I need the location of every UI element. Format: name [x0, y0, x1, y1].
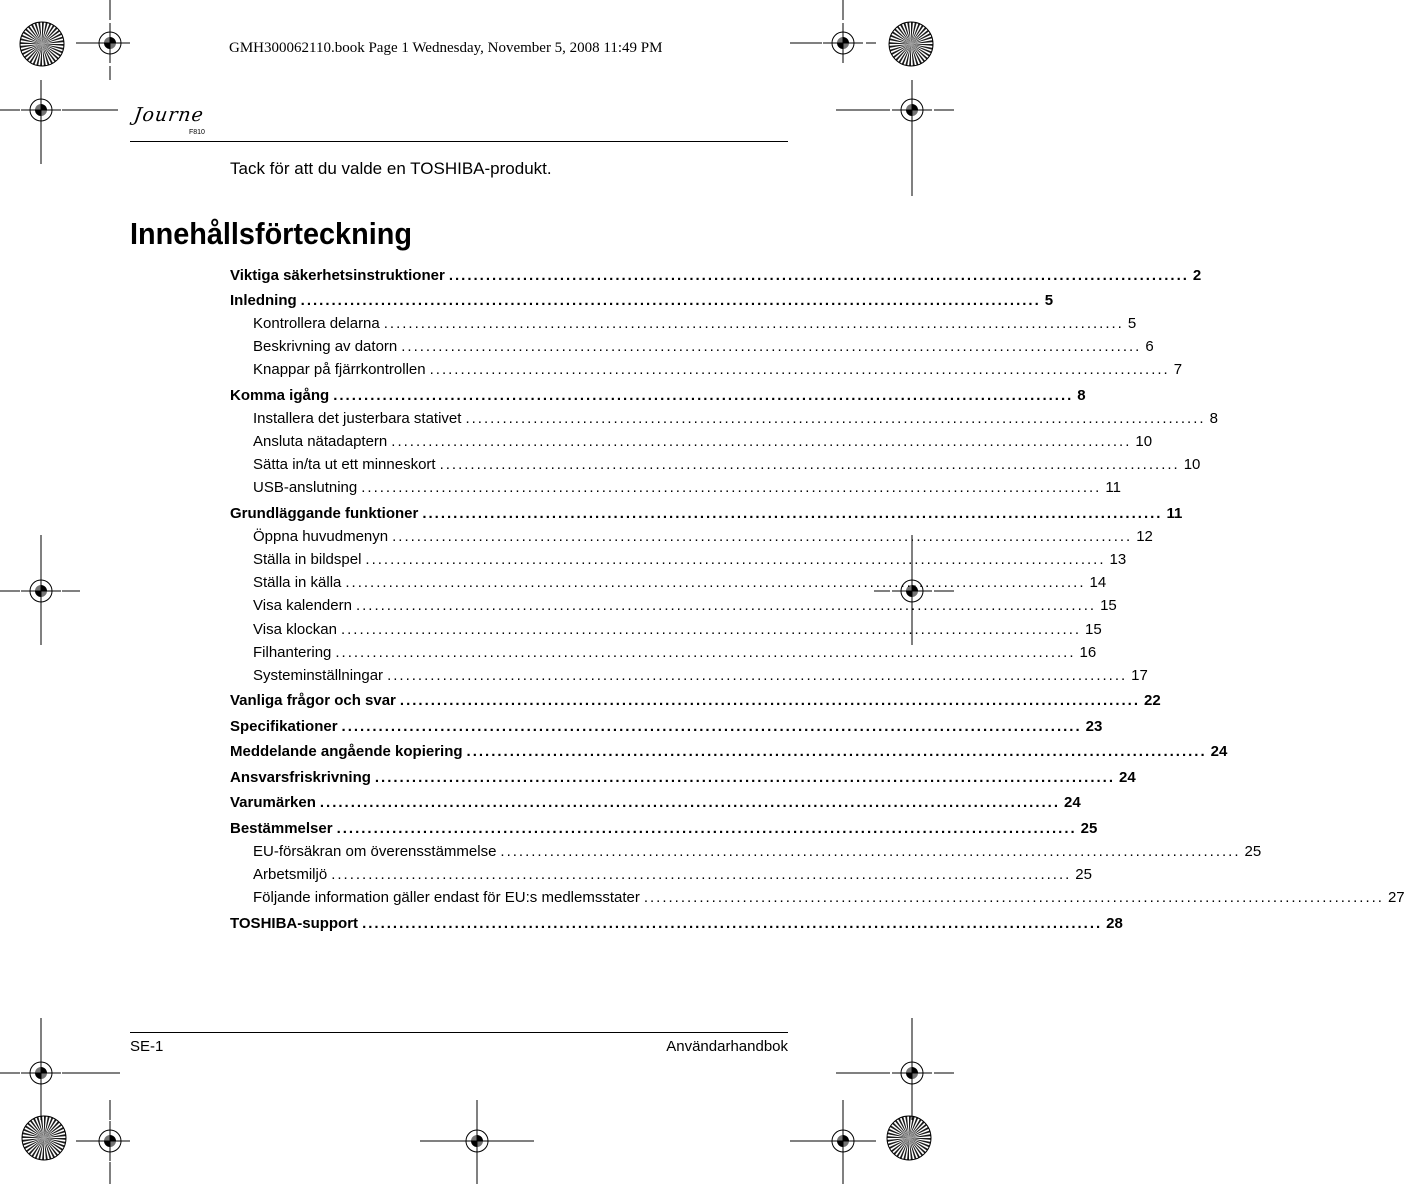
toc-entry[interactable]: [253, 360, 1183, 380]
toc-entry-label: Vanliga frågor och svar: [230, 692, 396, 709]
toc-entry-label: TOSHIBA-support: [230, 915, 359, 932]
toc-entry-label: Viktiga säkerhetsinstruktioner: [230, 267, 445, 284]
toc-entry-page: 10: [1135, 433, 1153, 450]
page-title: Innehållsförteckning: [130, 216, 412, 251]
toc-entry-page: 8: [1077, 387, 1086, 404]
toc-entry[interactable]: [230, 914, 1123, 934]
toc-entry-page: 2: [1192, 267, 1202, 284]
toc-entry[interactable]: [253, 455, 1201, 475]
toc-entry-label: Komma igång: [230, 387, 330, 404]
toc-leader-dots: ........................................................................................................................: [355, 597, 1097, 614]
toc-entry[interactable]: [230, 504, 1183, 524]
toc-entry[interactable]: [253, 550, 1127, 570]
toc-entry[interactable]: [230, 717, 1103, 737]
footer-doc-name: Användarhandbok: [666, 1038, 788, 1055]
toc-leader-dots: ........................................................................................................................: [340, 621, 1082, 638]
toc-entry-label: Inledning: [230, 292, 297, 309]
toc-entry-page: 13: [1109, 551, 1127, 568]
toc-leader-dots: ........................................................................................................................: [422, 505, 1163, 522]
toc-entry[interactable]: [253, 527, 1153, 547]
toc-entry-label: Specifikationer: [230, 718, 338, 735]
toc-leader-dots: ........................................................................................................................: [361, 479, 1102, 496]
toc-leader-dots: ........................................................................................................................: [391, 433, 1132, 450]
toc-entry-label: Öppna huvudmenyn: [253, 528, 389, 545]
toc-entry-page: 16: [1079, 644, 1097, 661]
toc-entry-label: Filhantering: [253, 644, 332, 661]
toc-entry[interactable]: [230, 386, 1086, 406]
footer-rule: [130, 1032, 788, 1033]
toc-entry[interactable]: [230, 266, 1202, 286]
toc-entry-label: USB-anslutning: [253, 479, 358, 496]
toc-entry-page: 10: [1183, 456, 1201, 473]
toc-entry-page: 14: [1089, 574, 1107, 591]
toc-entry-page: 8: [1209, 410, 1218, 427]
toc-leader-dots: ........................................................................................................................: [362, 915, 1103, 932]
toc-entry[interactable]: [230, 793, 1081, 813]
toc-entry-page: 28: [1106, 915, 1123, 932]
toc-entry-label: Följande information gäller endast för EU:s medlemsstater: [253, 889, 640, 906]
toc-entry[interactable]: [253, 596, 1117, 616]
toc-entry-label: Ansvarsfriskrivning: [230, 769, 371, 786]
toc-entry[interactable]: [253, 337, 1154, 357]
toc-leader-dots: ........................................................................................................................: [335, 644, 1076, 661]
toc-entry-page: 15: [1085, 621, 1102, 638]
toc-entry[interactable]: [253, 432, 1153, 452]
toc-entry[interactable]: [253, 620, 1102, 640]
toc-entry-page: 23: [1085, 718, 1103, 735]
toc-entry-page: 5: [1044, 292, 1054, 309]
toc-entry-label: Ställa in källa: [253, 574, 342, 591]
toc-entry[interactable]: [230, 691, 1161, 711]
toc-leader-dots: ........................................................................................................................: [643, 889, 1384, 906]
toc-leader-dots: ........................................................................................................................: [365, 551, 1106, 568]
toc-entry-page: 25: [1244, 843, 1262, 860]
toc-entry[interactable]: [253, 478, 1121, 498]
toc-entry[interactable]: [253, 666, 1148, 686]
toc-entry-label: Grundläggande funktioner: [230, 505, 419, 522]
toc-entry-label: Installera det justerbara stativet: [253, 410, 462, 427]
toc-entry-label: Varumärken: [230, 794, 316, 811]
toc-entry[interactable]: [253, 573, 1107, 593]
toc-entry-label: Visa kalendern: [253, 597, 352, 614]
toc-entry-page: 25: [1080, 820, 1098, 837]
toc-entry[interactable]: [253, 842, 1262, 862]
toc-entry-label: Beskrivning av datorn: [253, 338, 398, 355]
toc-leader-dots: ........................................................................................................................: [336, 820, 1077, 837]
toc-entry-page: 24: [1210, 743, 1228, 760]
toc-leader-dots: ........................................................................................................................: [333, 387, 1074, 404]
toc-entry[interactable]: [230, 768, 1136, 788]
toc-entry-label: Systeminställningar: [253, 667, 384, 684]
toc-leader-dots: ........................................................................................................................: [387, 667, 1128, 684]
toc-entry-label: EU-försäkran om överensstämmelse: [253, 843, 497, 860]
toc-leader-dots: ........................................................................................................................: [319, 794, 1060, 811]
toc-entry[interactable]: [253, 643, 1097, 663]
toc-entry-page: 27: [1387, 889, 1405, 906]
toc-leader-dots: ........................................................................................................................: [399, 692, 1141, 709]
toc-entry[interactable]: [253, 409, 1218, 429]
toc-entry-page: 22: [1144, 692, 1161, 709]
toc-leader-dots: ........................................................................................................................: [383, 315, 1124, 332]
toc-entry-page: 25: [1075, 866, 1092, 883]
toc-entry-page: 7: [1173, 361, 1183, 378]
toc-leader-dots: ........................................................................................................................: [300, 292, 1041, 309]
logo-model: F810: [189, 129, 205, 136]
toc-entry-page: 24: [1064, 794, 1081, 811]
toc-entry-page: 5: [1127, 315, 1137, 332]
intro-text: Tack för att du valde en TOSHIBA-produkt.: [230, 159, 552, 178]
toc-leader-dots: ........................................................................................................................: [392, 528, 1133, 545]
footer-page-label: SE-1: [130, 1038, 164, 1055]
toc-leader-dots: ........................................................................................................................: [439, 456, 1180, 473]
toc-entry[interactable]: [230, 742, 1228, 762]
toc-entry-label: Ställa in bildspel: [253, 551, 362, 568]
toc-entry-label: Bestämmelser: [230, 820, 333, 837]
toc-entry[interactable]: [253, 888, 1405, 908]
toc-entry-page: 15: [1100, 597, 1117, 614]
toc-leader-dots: ........................................................................................................................: [374, 769, 1115, 786]
toc-entry-page: 24: [1119, 769, 1136, 786]
toc-entry[interactable]: [230, 819, 1098, 839]
toc-entry-label: Sätta in/ta ut ett minneskort: [253, 456, 436, 473]
toc-entry-label: Meddelande angående kopiering: [230, 743, 463, 760]
toc-entry-label: Ansluta nätadaptern: [253, 433, 388, 450]
toc-entry-page: 11: [1105, 479, 1121, 496]
logo-script: Journe: [132, 104, 206, 126]
toc-entry-label: Kontrollera delarna: [253, 315, 380, 332]
toc-entry-page: 6: [1145, 338, 1154, 355]
toc-entry-label: Knappar på fjärrkontrollen: [253, 361, 426, 378]
toc-leader-dots: ........................................................................................................................: [345, 574, 1086, 591]
toc-leader-dots: ........................................................................................................................: [401, 338, 1142, 355]
toc-entry-label: Arbetsmiljö: [253, 866, 328, 883]
toc-leader-dots: ........................................................................................................................: [331, 866, 1072, 883]
toc-entry-page: 17: [1131, 667, 1148, 684]
toc-entry[interactable]: [230, 291, 1054, 311]
toc-entry[interactable]: [253, 314, 1137, 334]
toc-leader-dots: ........................................................................................................................: [465, 410, 1206, 427]
toc-leader-dots: ........................................................................................................................: [341, 718, 1082, 735]
toc-entry-page: 11: [1166, 505, 1183, 522]
toc-leader-dots: ........................................................................................................................: [466, 743, 1207, 760]
toc-leader-dots: ........................................................................................................................: [448, 267, 1189, 284]
toc-entry-page: 12: [1136, 528, 1153, 545]
toc-entry[interactable]: [253, 865, 1092, 885]
toc-entry-label: Visa klockan: [253, 621, 337, 638]
toc-leader-dots: ........................................................................................................................: [429, 361, 1170, 378]
print-header-info: GMH300062110.book Page 1 Wednesday, November 5, 2008 11:49 PM: [229, 40, 663, 56]
toc-leader-dots: ........................................................................................................................: [500, 843, 1241, 860]
